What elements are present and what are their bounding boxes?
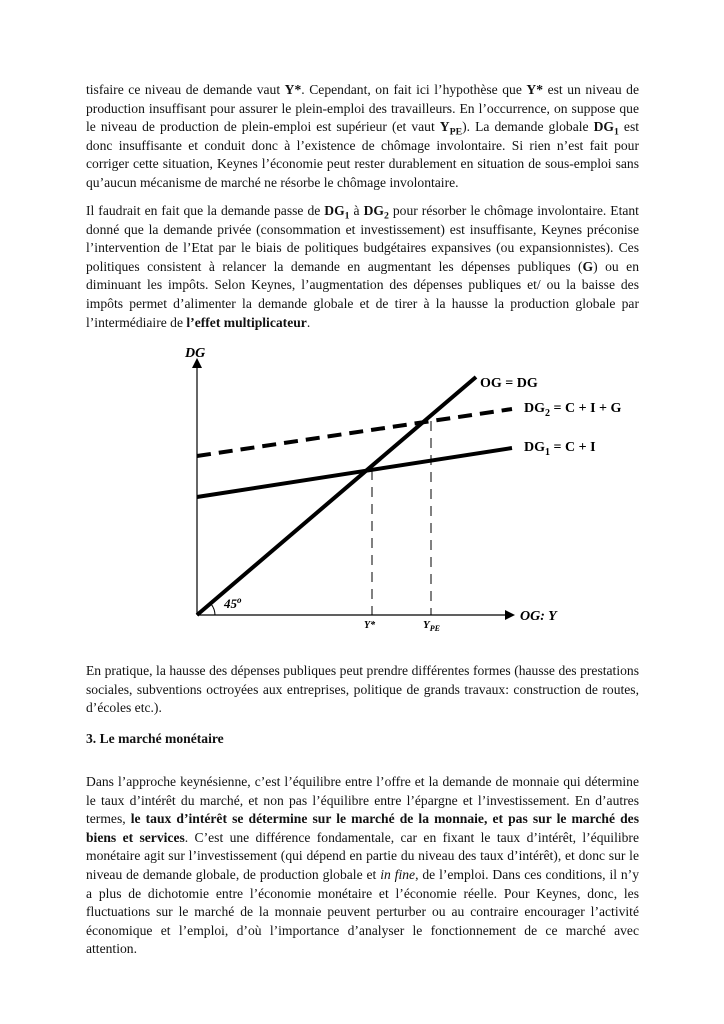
text: Dans l’approche keynésienne, c’est l’équilibre entre l’offre et la demande de monnaie qui détermine le taux d’intérêt du marché, et non pas l’équilibre entre l’épargne et l’investissement. En d’autres termes, [86,774,639,827]
tick-ype-main: Y [423,619,430,631]
dg1-main: DG [593,119,614,135]
dg1-sub: 1 [613,126,619,138]
angle-arc [211,604,215,615]
dg2-label-sub: 2 [545,408,550,419]
section-title: 3. Le marché monétaire [86,731,224,746]
bold-interest-rate: le taux d’intérêt se détermine sur le marché de la monnaie, et pas sur le marché des biens et services [86,811,639,845]
tick-ype [423,619,440,633]
ype-sub: PE [449,126,463,138]
diagram-svg [170,335,650,645]
paragraph-state-intervention [86,202,639,332]
bold-ype [439,119,463,138]
bold-g: G [582,258,594,274]
paragraph-money-market [86,773,639,959]
dg2-line [197,409,512,456]
italic-in-fine: in fine [380,866,416,882]
bold-dg1 [324,203,350,222]
angle-label [223,595,242,611]
bold-dg1 [593,119,619,138]
dg1-main: DG [324,203,345,218]
keynesian-cross-diagram [170,335,650,645]
dg1-label-main: DG [524,440,545,455]
text: . Cependant, on fait ici l’hypothèse que [301,82,527,97]
dg2-main: DG [363,203,384,218]
text: . C’est une différence fondamentale, car en fixant le taux d’intérêt, l’équilibre monétaire agit sur l’investissement (qui dépend en partie du niveau des taux d’intérêt), et donc sur le niveau de demande globale, de production globale et [86,829,639,882]
bold-ystar: Y* [526,82,544,97]
text: est un niveau de production insuffisant pour assurer le plein-emploi des travailleurs. En l’occurrence, on suppose que le niveau de production de plein-emploi est supérieur (et vaut [86,82,640,135]
dg2-sub: 2 [383,210,389,222]
text: ) ou en diminuant les impôts. Selon Keynes, l’augmentation des dépenses publiques et/ ou la baisse des impôts permet d’alimenter la demande globale et de tirer à la hausse la production globale par l’intermédiaire de [86,258,639,330]
ype-main: Y [439,119,450,135]
og-dg-line [197,377,476,615]
text: pour résorber le chômage involontaire. Etant donné que la demande privée (consommation et investissement) est insuffisante, Keynes préconise l’intervention de l’Etat par le biais de politiques budgétaires expansives (ou expansionnistes). Ces politiques consistent à relancer la demande en augmentant les dépenses publiques ( [86,203,639,274]
dg2-label-main: DG [524,401,545,416]
bold-dg2 [363,203,389,222]
dg1-label-sub: 1 [545,447,550,458]
text: Il faudrait en fait que la demande passe de [86,203,325,218]
tick-ystar: Y* [364,620,376,631]
x-axis-label: OG: Y [520,609,557,624]
paragraph-demand-insufficient [86,81,639,193]
dg1-label-rest: = C + I [550,440,596,455]
bold-multiplier: l’effet multiplicateur [186,314,307,330]
dg1-sub: 1 [344,210,350,222]
text: , de l’emploi. Dans ces conditions, il n’y a plus de dichotomie entre l’économie monétaire et l’économie réelle. Pour Keynes, donc, les fluctuations sur le marché de la monnaie peuvent perturber ou au contraire encourager l’activité économique et l’emploi, d’où l’importance d’analyser le fonctionnement de ce marché avec attention. [86,866,640,957]
text: . [306,314,311,330]
angle-value: 45 [224,596,237,611]
og-dg-label: OG = DG [480,376,538,391]
dg1-line [197,448,512,497]
dg2-label-rest: = C + I + G [550,401,622,416]
dg2-label [524,401,621,419]
bold-ystar: Y* [284,82,302,97]
text: est donc insuffisante et conduit donc à l’existence de chômage involontaire. Si rien n’est fait pour corriger cette situation, Keynes l’économie peut rester durablement en situation de sous-emploi sans qu’aucun mécanisme de marché ne résorbe le chômage involontaire. [86,119,640,190]
angle-degree: o [237,595,242,605]
tick-ype-sub: PE [429,624,440,633]
y-axis-label: DG [185,346,206,361]
paragraph-public-spending-forms: En pratique, la hausse des dépenses publiques peut prendre différentes formes (hausse des prestations sociales, subventions octroyées aux entreprises, politique de grands travaux: construction de routes, d’écoles etc.). [86,663,639,716]
text: à [349,203,364,218]
text: ). La demande globale [462,119,594,135]
text: tisfaire ce niveau de demande vaut [86,82,285,97]
dg1-label [524,440,596,458]
